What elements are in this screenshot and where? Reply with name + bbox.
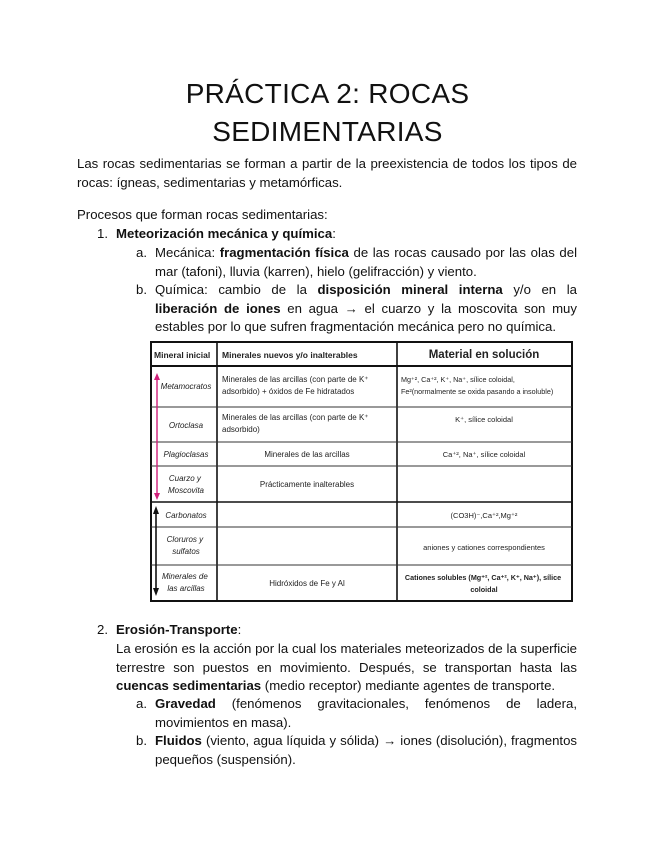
row-4-mineral-line-2: Moscovita <box>167 486 205 495</box>
page-title-line-2: SEDIMENTARIAS <box>212 116 443 147</box>
row-6-solucion: aniones y cationes correspondientes <box>423 543 545 552</box>
item-2-colon: : <box>237 622 242 637</box>
row-7-nuevos: Hidróxidos de Fe y Al <box>269 579 345 588</box>
page-title-line-1: PRÁCTICA 2: ROCAS <box>185 78 470 109</box>
row-1-nuevos-line-1: Minerales de las arcillas (con parte de K⁺ <box>222 375 369 384</box>
item-2a-text <box>155 695 577 732</box>
header-mineral-inicial: Mineral inicial <box>154 350 211 360</box>
row-1-solucion-line-1: Mg⁺², Ca⁺², K⁺, Na⁺, sílice coloidal, <box>401 375 515 384</box>
item-1b-pre: Química: cambio de la <box>155 282 318 297</box>
row-3-mineral: Plagioclasas <box>163 450 209 459</box>
item-1-number: 1. <box>97 226 108 241</box>
row-5-mineral: Carbonatos <box>165 511 207 520</box>
row-1-solucion-line-2: Fe²(normalmente se oxida pasando a insoluble) <box>401 387 554 396</box>
item-2b-text <box>155 732 577 769</box>
item-1a-pre: Mecánica: <box>155 245 220 260</box>
row-1-nuevos-line-2: adsorbido) + óxidos de Fe hidratados <box>222 387 355 396</box>
item-2a-bold: Gravedad <box>155 696 216 711</box>
header-material-solucion: Material en solución <box>428 349 540 361</box>
item-1-colon: : <box>332 226 336 241</box>
row-2-nuevos-line-1: Minerales de las arcillas (con parte de K⁺ <box>222 413 369 422</box>
row-7-solucion-line-2: coloidal <box>470 585 498 594</box>
item-1a-letter: a. <box>136 245 147 260</box>
weathering-table <box>150 340 574 603</box>
item-1a-post: de las rocas causado por las olas del mar (tafoni), lluvia (karren), hielo (gelifracción) y viento. <box>155 245 577 279</box>
item-1b-mid: y/o en la <box>502 282 577 297</box>
item-1b-text <box>155 281 577 337</box>
item-2a-post: (fenómenos gravitacionales, fenómenos de ladera, movimientos en masa). <box>155 696 577 730</box>
item-1a-text <box>155 244 577 281</box>
intro-paragraph: Las rocas sedimentarias se forman a partir de la preexistencia de todos los tipos de rocas: ígneas, sedimentarias y metamórficas. <box>77 156 577 190</box>
item-2b-bold: Fluidos <box>155 733 202 748</box>
item-1b-bold-1: disposición mineral interna <box>317 282 503 297</box>
item-1-title: Meteorización mecánica y química <box>116 226 333 241</box>
item-1b-post: en agua → el cuarzo y la moscovita son muy estables por lo que sufren fragmentación mecánica pero no química. <box>155 300 577 334</box>
item-1b-bold-2: liberación de iones <box>155 300 281 316</box>
header-minerales-nuevos: Minerales nuevos y/o inalterables <box>222 350 358 360</box>
row-7-mineral-line-2: las arcillas <box>167 584 205 593</box>
item-1a-bold: fragmentación física <box>219 245 349 260</box>
row-2-solucion: K⁺, sílice coloidal <box>455 415 513 424</box>
item-2b-post: (viento, agua líquida y sólida) → iones (disolución), fragmentos pequeños (suspensión). <box>155 733 577 767</box>
row-6-mineral-line-1: Cloruros y <box>166 535 204 544</box>
item-2-para-post: (medio receptor) mediante agentes de transporte. <box>261 678 556 693</box>
procesos-heading: Procesos que forman rocas sedimentarias: <box>77 207 328 222</box>
row-2-mineral: Ortoclasa <box>168 421 204 430</box>
item-1b-letter: b. <box>136 282 147 297</box>
item-2-number: 2. <box>97 622 108 637</box>
item-2-paragraph <box>116 640 577 696</box>
row-5-solucion: (CO3H)⁻,Ca⁺²,Mg⁺² <box>450 511 518 520</box>
item-2-para-pre: La erosión es la acción por la cual los materiales meteorizados de la superficie terrestre son puestos en movimiento. Después, se transportan hasta las <box>116 641 577 675</box>
item-2-heading <box>116 621 241 640</box>
weathering-table-svg <box>150 340 574 603</box>
row-7-solucion-line-1: Cationes solubles (Mg⁺², Ca⁺², K⁺, Na⁺), sílice <box>404 573 562 582</box>
row-1-mineral: Metamocratos <box>160 382 212 391</box>
row-2-nuevos-line-2: adsorbido) <box>222 425 260 434</box>
item-2-title: Erosión-Transporte <box>116 622 238 637</box>
item-2b-letter: b. <box>136 733 147 748</box>
row-4-mineral-line-1: Cuarzo y <box>168 474 201 483</box>
row-3-solucion: Ca⁺², Na⁺, sílice coloidal <box>442 450 526 459</box>
row-3-nuevos: Minerales de las arcillas <box>264 450 350 459</box>
row-4-nuevos: Prácticamente inalterables <box>259 480 355 489</box>
item-2-para-bold: cuencas sedimentarias <box>116 678 262 693</box>
item-2a-letter: a. <box>136 696 147 711</box>
row-7-mineral-line-1: Minerales de <box>161 572 208 581</box>
item-1-heading <box>116 225 336 244</box>
row-6-mineral-line-2: sulfatos <box>172 547 200 556</box>
